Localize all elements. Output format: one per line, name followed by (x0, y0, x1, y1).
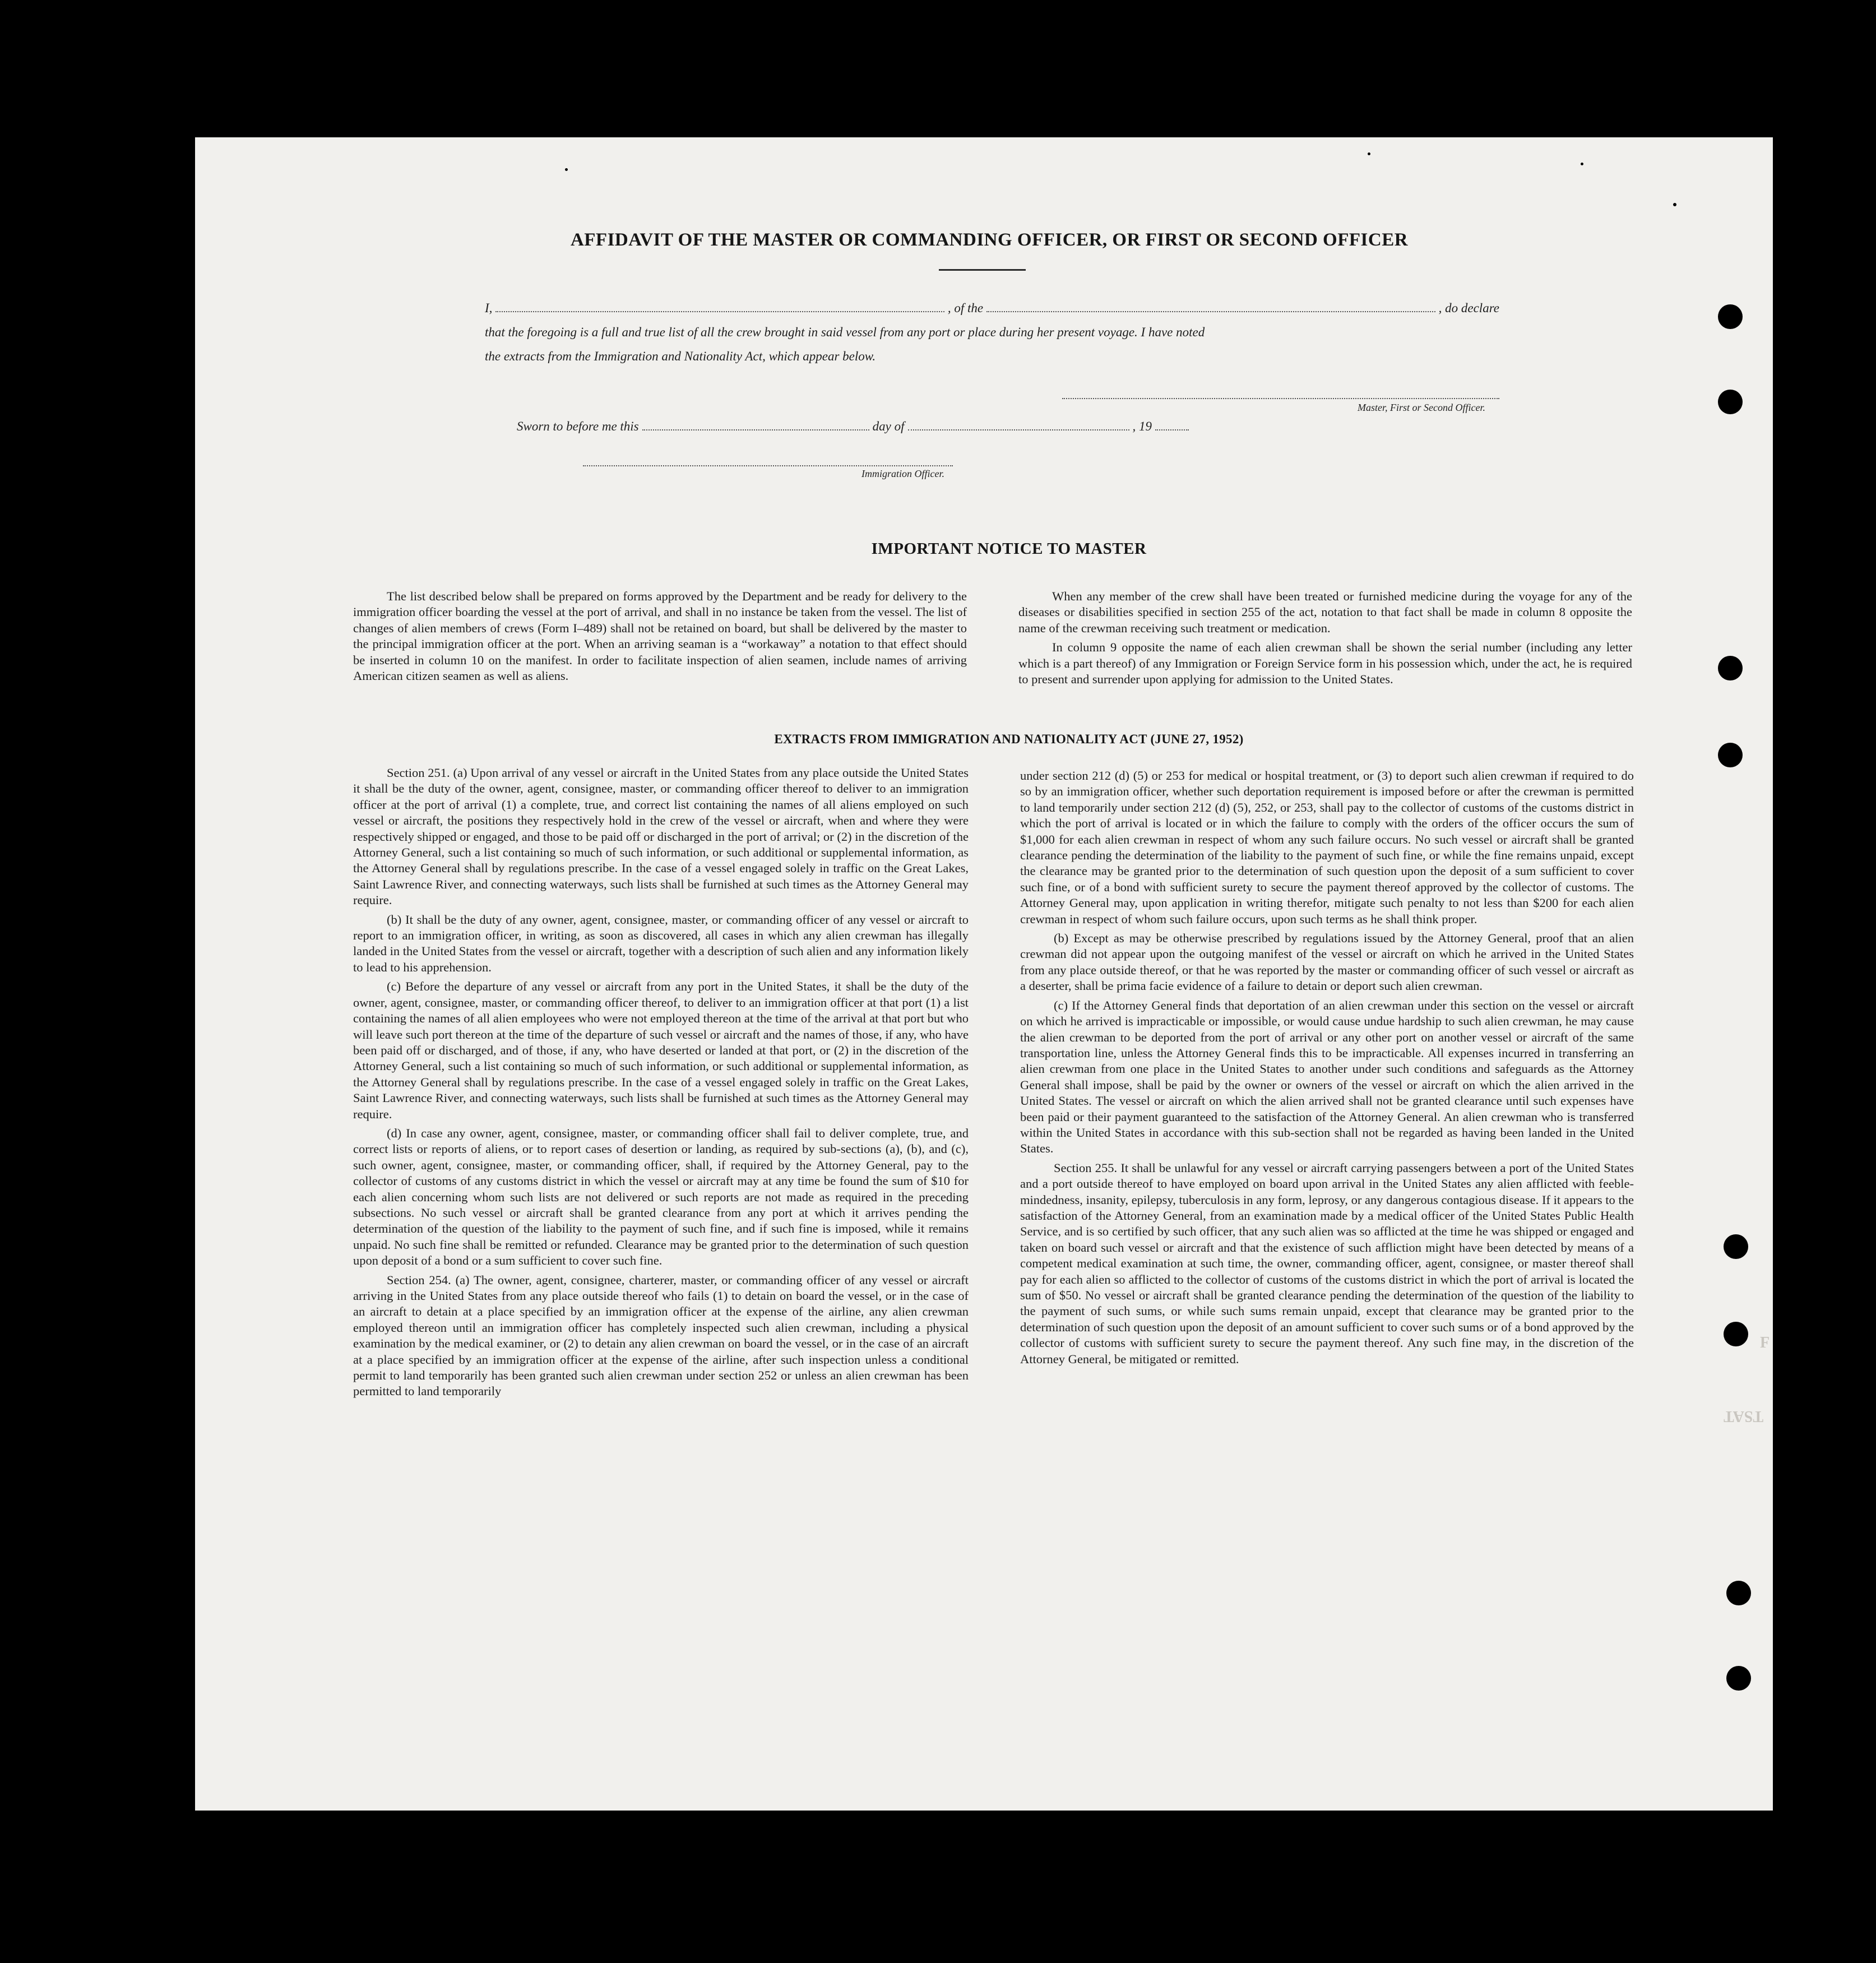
notice-paragraph: When any member of the crew shall have been treated or furnished medicine during the voyage for any of the diseases or disabilities specified in section 255 of the act, notation to that fact shall be made in column 8 opposite the name of the crewman receiving such treatment or medication. (1018, 589, 1632, 635)
sworn-month-field[interactable] (908, 429, 1129, 430)
extracts-right-column (1020, 768, 1634, 1371)
section-254a-continued: under section 212 (d) (5) or 253 for medical or hospital treatment, or (3) to deport such alien crewman if required to do so by an immigration officer, whether such deportation requirement is imposed before or after the crewman is permitted to land temporarily under section 212 (d) (5), 252, or 253, shall pay to the collector of customs of the customs district in which the port of arrival is located or in which the failure to comply with the orders of the officer occurs the sum of $1,000 for each alien crewman in respect of whom any such failure occurs. No such vessel or aircraft shall be granted clearance pending the determination of the liability to the payment of such fine, or while the fine remains unpaid, except the clearance may be granted prior to the determination of such question upon the deposit of a sum sufficient to cover such fine, or of a bond with sufficient surety to secure the payment thereof approved by the collector of customs. The Attorney General may, upon application in writing therefor, mitigate such penalty to not less than $200 for each alien crewman in respect of whom such failure occurs, upon such terms as he shall think proper. (1020, 768, 1634, 926)
punch-hole (1718, 656, 1743, 680)
section-254b: (b) Except as may be otherwise prescribed by regulations issued by the Attorney General, proof that an alien crewman did not appear upon the outgoing manifest of the vessel or aircraft on which he arrived in the United States from any place outside thereof, or that he was reported by the master or commanding officer of such vessel or aircraft as a deserter, shall be prima facie evidence of a failure to detain or deport such alien crewman. (1020, 931, 1634, 993)
immigration-officer-signature-field[interactable] (583, 465, 953, 466)
dust-speck (1673, 203, 1676, 206)
side-mark: TSAT (1724, 1408, 1764, 1425)
immigration-officer-label: Immigration Officer. (861, 468, 944, 479)
dust-speck (1581, 163, 1583, 165)
punch-hole (1718, 390, 1743, 414)
sworn-day-field[interactable] (642, 429, 869, 430)
punch-hole (1724, 1234, 1748, 1259)
punch-hole (1724, 1322, 1748, 1346)
dust-speck (565, 168, 568, 171)
extracts-left-column (353, 765, 969, 1403)
dust-speck (1368, 152, 1370, 155)
section-251d: (d) In case any owner, agent, consignee, master, or commanding officer shall fail to deliver complete, true, and correct lists or reports of aliens, or to report cases of desertion or landing, as required by sub-sections (a), (b), and (c), such owner, agent, consignee, master, or commanding officer, shall, if required by the Attorney General, pay to the collector of customs of any customs district in which the vessel or aircraft may at any time be found the sum of $10 for each alien concerning whom such lists are not delivered or such reports are not made as required in the preceding subsections. No such vessel or aircraft shall be granted clearance from any port at which it arrives pending the determination of the question of the liability to the payment of such fine, and if such fine is imposed, while it remains unpaid. No such fine shall be remitted or refunded. Clearance may be granted prior to the determination of such question upon deposit of a bond or a sum sufficient to cover such fine. (353, 1126, 969, 1268)
notice-left-column (353, 589, 967, 687)
section-254a: Section 254. (a) The owner, agent, consignee, charterer, master, or commanding officer of any vessel or aircraft arriving in the United States from any place outside thereof who fails (1) to detain on board the vessel, or in the case of an aircraft to detain at a place specified by an immigration officer at the expense of the airline, any alien crewman employed thereon until an immigration officer has completely inspected such alien crewman, including a physical examination by the medical examiner, or (2) to detain any alien crewman on board the vessel, or in the case of an aircraft at a place specified by an immigration officer at the expense of the airline, after such inspection unless a conditional permit to land temporarily has been granted such alien crewman under section 252 or unless an alien crewman has been permitted to land temporarily (353, 1272, 969, 1399)
decl-i-label: I, (485, 301, 493, 315)
notice-paragraph: The list described below shall be prepared on forms approved by the Department and be ready for delivery to the immigration officer boarding the vessel at the port of arrival, and shall in no instance be taken from the vessel. The list of changes of alien members of crews (Form I–489) shall not be retained on board, but shall be delivered by the master to the principal immigration officer at the port. When an arriving seaman is a “workaway” a notation to that effect should be inserted in column 10 on the manifest. In order to facilitate inspection of alien seamen, include names of arriving American citizen seamen as well as aliens. (353, 589, 967, 683)
punch-hole (1718, 743, 1743, 767)
side-mark: F (1760, 1334, 1770, 1351)
notice-title: IMPORTANT NOTICE TO MASTER (871, 540, 1147, 558)
section-251b: (b) It shall be the duty of any owner, agent, consignee, master, or commanding officer of any vessel or aircraft to report to an immigration officer, in writing, as soon as discovered, all cases in which any alien crewman has illegally landed in the United States from the vessel or aircraft, together with a description of such alien and any information likely to lead to his apprehension. (353, 912, 969, 974)
name-field[interactable] (495, 311, 944, 312)
punch-hole (1726, 1666, 1751, 1691)
sworn-line (517, 419, 1192, 434)
year-label: , 19 (1132, 419, 1152, 433)
punch-hole (1718, 304, 1743, 329)
section-255: Section 255. It shall be unlawful for any vessel or aircraft carrying passengers between a port of the United States and a port outside thereof to have employed on board upon arrival in the United States any alien afflicted with feeble-mindedness, insanity, epilepsy, tuberculosis in any form, leprosy, or any dangerous contagious disease. If it appears to the satisfaction of the Attorney General, from an examination made by a medical officer of the United States Public Health Service, and is so certified by such officer, that any such alien was so afflicted at the time he was shipped or engaged and taken on board such vessel or aircraft and that the existence of such affliction might have been detected by means of a competent medical examination at such time, the owner, commanding officer, agent, consignee, or master thereof shall pay for each alien so afflicted to the collector of customs of the customs district in which the port of arrival is located the sum of $50. No vessel or aircraft shall be granted clearance pending the determination of the question of the liability to the payment of such sums, or while such sums remain unpaid, except that clearance may be granted prior to the determination of such question upon the deposit of an amount sufficient to cover such sums or of a bond approved by the collector of customs with sufficient surety to secure the payment thereof. Any such fine may, in the discretion of the Attorney General, be mitigated or remitted. (1020, 1160, 1634, 1366)
title-rule (939, 269, 1026, 271)
vessel-field[interactable] (986, 311, 1435, 312)
master-signature-label: Master, First or Second Officer. (1358, 402, 1485, 413)
sworn-label: Sworn to before me this (517, 419, 639, 433)
affidavit-title: AFFIDAVIT OF THE MASTER OR COMMANDING OFFICER, OR FIRST OR SECOND OFFICER (570, 230, 1409, 250)
decl-line-2: that the foregoing is a full and true list of all the crew brought in said vessel from any port or place during her present voyage. I have noted (485, 325, 1205, 339)
decl-line-3: the extracts from the Immigration and Nationality Act, which appear below. (485, 349, 876, 363)
decl-of-the-label: , of the (947, 301, 984, 315)
master-signature-field[interactable] (1062, 398, 1499, 399)
declaration (485, 296, 1499, 368)
notice-paragraph: In column 9 opposite the name of each alien crewman shall be shown the serial number (including any letter which is a part thereof) of any Immigration or Foreign Service form in his possession which, under the act, he is required to present and surrender upon applying for admission to the United States. (1018, 640, 1632, 687)
sworn-year-field[interactable] (1155, 429, 1189, 430)
dust-speck (1443, 1855, 1447, 1859)
notice-right-column (1018, 589, 1632, 691)
section-254c: (c) If the Attorney General finds that deportation of an alien crewman under this section on the vessel or aircraft on which he arrived is impracticable or impossible, or would cause undue hardship to such alien crewman, he may cause the alien crewman to be deported from the port of arrival or any other port on another vessel or aircraft of the same transportation line, unless the Attorney General finds this to be impracticable. All expenses incurred in transferring an alien crewman from one place in the United States to another under such conditions and safeguards as the Attorney General shall impose, shall be paid by the owner or owners of the vessel or aircraft on which the alien arrived in the United States. The vessel or aircraft on which the alien arrived shall not be granted clearance until such expenses have been paid or their payment guaranteed to the satisfaction of the Attorney General. An alien crewman who is transferred within the United States in accordance with this sub-section shall not be regarded as having been landed in the United States. (1020, 998, 1634, 1156)
section-251a: Section 251. (a) Upon arrival of any vessel or aircraft in the United States from any place outside the United States it shall be the duty of the owner, agent, consignee, master, or commanding officer thereof to deliver to an immigration officer at the port of arrival (1) a complete, true, and correct list containing the names of all aliens employed on such vessel or aircraft, the positions they respectively hold in the crew of the vessel or aircraft, when and where they were respectively shipped or engaged, and those to be paid off or discharged in the port of arrival; or (2) in the discretion of the Attorney General, such a list containing so much of such information, or such additional or supplemental information, as the Attorney General shall by regulations prescribe. In the case of a vessel engaged solely in traffic on the Great Lakes, Saint Lawrence River, and connecting waterways, such lists shall be furnished at such times as the Attorney General may require. (353, 766, 969, 908)
section-251c: (c) Before the departure of any vessel or aircraft from any port in the United States, it shall be the duty of the owner, agent, consignee, master, or commanding officer thereof, to deliver to an immigration officer at that port (1) a list containing the names of all alien employees who were not employed thereon at the time of the arrival at that port but who will leave such port thereon at the time of the departure of such vessel or aircraft and the names of those, if any, who have been paid off or discharged, and of those, if any, who have deserted or landed at that port, or (2) in the discretion of the Attorney General, such a list containing so much of such information, or such additional or supplemental information, as the Attorney General shall by regulations prescribe. In the case of a vessel engaged solely in traffic on the Great Lakes, Saint Lawrence River, and connecting waterways, such lists shall be furnished at such times as the Attorney General may require. (353, 979, 969, 1121)
decl-do-declare-label: , do declare (1438, 301, 1500, 315)
day-of-label: day of (872, 419, 905, 433)
punch-hole (1726, 1581, 1751, 1605)
extracts-title: EXTRACTS FROM IMMIGRATION AND NATIONALITY ACT (JUNE 27, 1952) (774, 732, 1244, 746)
